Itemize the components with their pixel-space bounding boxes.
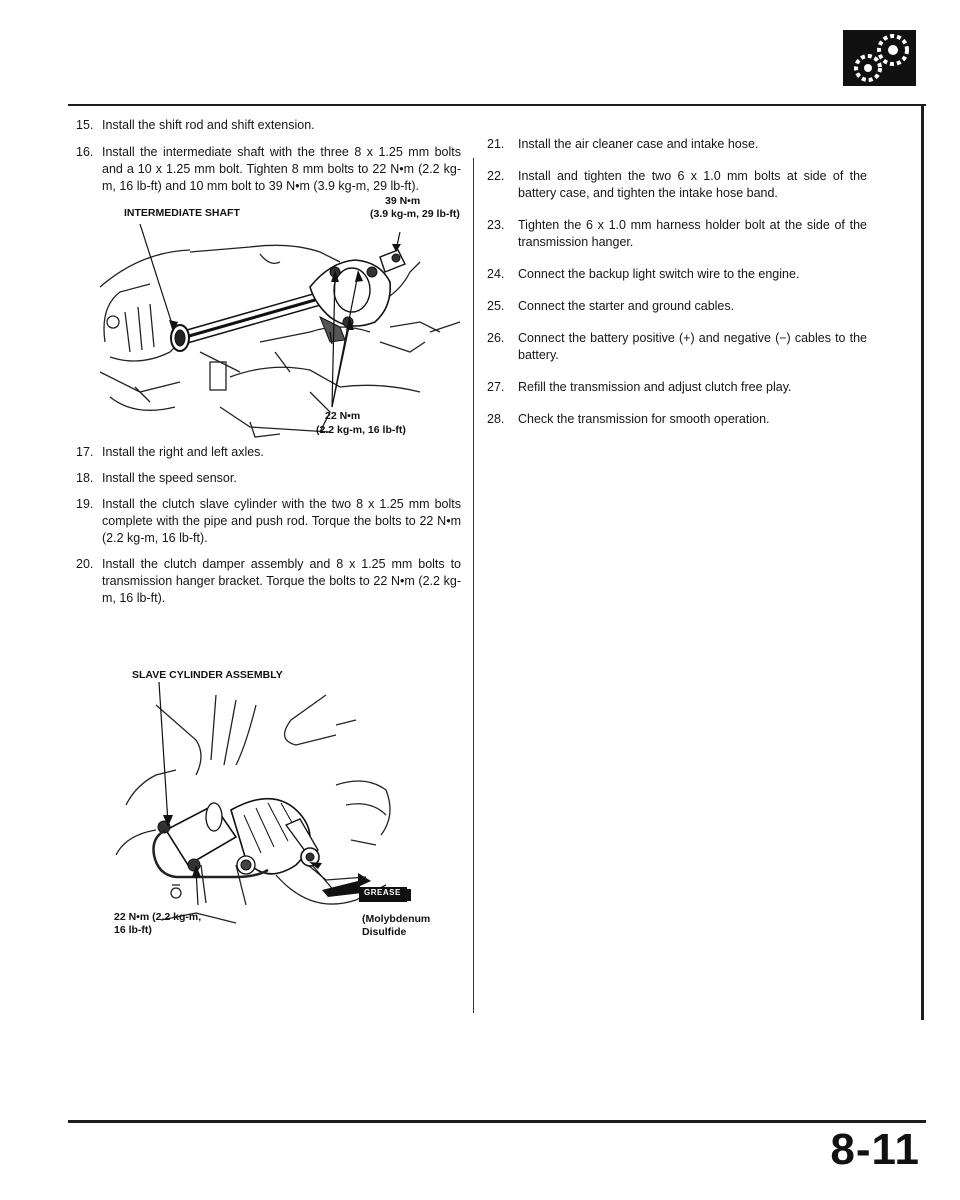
step-26 <box>487 330 867 364</box>
intermediate-shaft-illustration <box>80 192 470 442</box>
step-text: Tighten the 6 x 1.0 mm harness holder bolt at the side of the transmission hanger. <box>518 218 867 249</box>
step-20 <box>76 556 461 607</box>
left-column <box>76 117 461 955</box>
torque-label-22nm: 22 N•m <box>325 410 361 422</box>
step-text: Install the shift rod and shift extension. <box>102 118 315 132</box>
torque-label-22nm-detail: (2.2 kg-m, 16 lb-ft) <box>316 424 406 436</box>
step-28 <box>487 411 867 428</box>
right-column <box>487 136 867 428</box>
step-text: Install the air cleaner case and intake hose. <box>518 137 759 151</box>
step-23 <box>487 217 867 251</box>
step-number: 15. <box>76 118 94 132</box>
bottom-rule <box>68 1120 926 1123</box>
slave-cylinder-figure <box>96 665 486 955</box>
step-number: 23. <box>487 218 505 232</box>
step-number: 18. <box>76 471 94 485</box>
step-number: 26. <box>487 331 505 345</box>
step-number: 21. <box>487 137 505 151</box>
label-slave-cylinder-assembly: SLAVE CYLINDER ASSEMBLY <box>132 669 283 681</box>
step-text: Install the intermediate shaft with the three 8 x 1.25 mm bolts and a 10 x 1.25 mm bolt. Tighten 8 mm bolts to 22 N•m (2.2 kg-m, 16 lb-ft) and 10 mm bolt to 39 N•m (3.9 kg-m, 29 lb-ft). <box>102 145 461 193</box>
step-number: 22. <box>487 169 505 183</box>
torque-label-39nm: 39 N•m <box>385 195 421 207</box>
step-text: Install the clutch damper assembly and 8 x 1.25 mm bolts to transmission hanger bracket. Torque the bolts to 22 N•m (2.2 kg-m, 16 lb-ft). <box>102 557 461 605</box>
step-text: Connect the battery positive (+) and negative (−) cables to the battery. <box>518 331 867 362</box>
step-number: 28. <box>487 412 505 426</box>
step-number: 24. <box>487 267 505 281</box>
step-number: 17. <box>76 445 94 459</box>
right-edge-rule <box>921 104 924 1020</box>
step-text: Check the transmission for smooth operation. <box>518 412 770 426</box>
step-18 <box>76 470 461 487</box>
step-24 <box>487 266 867 283</box>
step-text: Install the right and left axles. <box>102 445 264 459</box>
transmission-section-icon <box>843 30 916 86</box>
grease-badge-label: GREASE <box>364 888 401 897</box>
torque-label-39nm-detail: (3.9 kg-m, 29 lb-ft) <box>370 208 460 220</box>
step-text: Install the speed sensor. <box>102 471 237 485</box>
step-22 <box>487 168 867 202</box>
step-27 <box>487 379 867 396</box>
step-number: 16. <box>76 145 94 159</box>
step-25 <box>487 298 867 315</box>
page-number: 8-11 <box>830 1125 920 1174</box>
step-text: Connect the starter and ground cables. <box>518 299 735 313</box>
intermediate-shaft-figure <box>80 192 470 442</box>
step-text: Connect the backup light switch wire to the engine. <box>518 267 800 281</box>
grease-note-disulfide: Disulfide <box>362 926 407 938</box>
step-number: 19. <box>76 497 94 511</box>
step-19 <box>76 496 461 547</box>
step-16 <box>76 144 461 195</box>
torque-label-22nm: 22 N•m (2.2 kg-m, <box>114 911 202 923</box>
grease-note-molybdenum: (Molybdenum <box>362 913 431 925</box>
step-number: 27. <box>487 380 505 394</box>
top-rule <box>68 104 926 106</box>
step-text: Refill the transmission and adjust clutch free play. <box>518 380 792 394</box>
torque-label-22nm-lbft: 16 lb-ft) <box>114 924 152 936</box>
label-intermediate-shaft: INTERMEDIATE SHAFT <box>124 207 240 219</box>
step-number: 20. <box>76 557 94 571</box>
step-21 <box>487 136 867 153</box>
step-text: Install the clutch slave cylinder with the two 8 x 1.25 mm bolts complete with the pipe and push rod. Torque the bolts to 22 N•m (2.2 kg-m, 16 lb-ft). <box>102 497 461 545</box>
step-number: 25. <box>487 299 505 313</box>
step-17 <box>76 444 461 461</box>
step-text: Install and tighten the two 6 x 1.0 mm bolts at side of the battery case, and tighten the intake hose band. <box>518 169 867 200</box>
step-15 <box>76 117 461 134</box>
